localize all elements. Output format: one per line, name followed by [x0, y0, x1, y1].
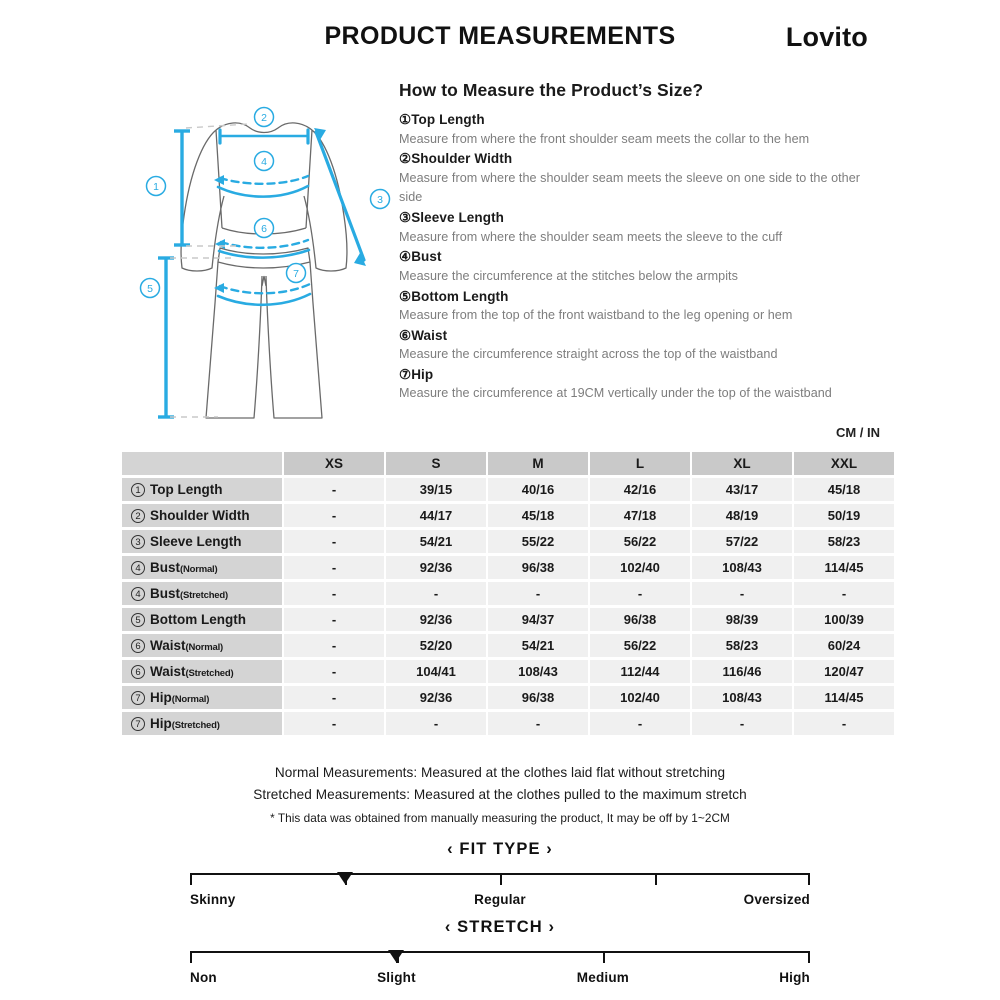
- measurement-cell: -: [284, 634, 384, 657]
- row-label: [122, 686, 282, 709]
- measurement-name: ③Sleeve Length: [399, 210, 505, 226]
- row-label: [122, 712, 282, 735]
- measurement-cell: 58/23: [692, 634, 792, 657]
- row-label-text: Top Length: [150, 482, 223, 497]
- row-label-qualifier: (Stretched): [180, 590, 228, 601]
- table-corner-cell: [122, 452, 282, 475]
- scale-label: Slight: [377, 970, 416, 985]
- measurement-cell: -: [488, 582, 588, 605]
- measurement-cell: 96/38: [488, 686, 588, 709]
- row-number-icon: 6: [131, 665, 145, 679]
- measurement-definition: [399, 110, 883, 149]
- measurement-name: ①Top Length: [399, 112, 485, 127]
- table-row: [122, 686, 894, 709]
- svg-text:7: 7: [293, 268, 299, 280]
- row-label-text: Shoulder Width: [150, 508, 250, 523]
- measurement-cell: 56/22: [590, 530, 690, 553]
- garment-measurement-diagram: [128, 100, 398, 435]
- how-to-measure-title: How to Measure the Product’s Size?: [399, 80, 704, 100]
- measurement-definition: [399, 365, 883, 404]
- row-number-icon: 7: [131, 717, 145, 731]
- stretch-title: ‹ STRETCH ›: [444, 918, 556, 936]
- measurement-cell: 58/23: [794, 530, 894, 553]
- table-header-row: [122, 452, 894, 475]
- stretch-bar: [190, 951, 810, 965]
- measurement-name: ⑦Hip: [399, 366, 434, 382]
- measurement-name: ⑤Bottom Length: [399, 288, 509, 304]
- measurement-cell: 94/37: [488, 608, 588, 631]
- measurement-cell: 44/17: [386, 504, 486, 527]
- row-label-text: Waist: [150, 664, 186, 679]
- measurement-cell: 42/16: [590, 478, 690, 501]
- measurement-cell: 102/40: [590, 556, 690, 579]
- measurement-cell: 116/46: [692, 660, 792, 683]
- measurement-cell: 108/43: [488, 660, 588, 683]
- fit-type-marker: [337, 872, 353, 884]
- measurement-cell: -: [590, 582, 690, 605]
- scale-tick: [808, 873, 810, 885]
- measurement-cell: -: [692, 582, 792, 605]
- column-header-m: M: [488, 452, 588, 475]
- measurement-description: Measure the circumference at the stitches below the armpits: [399, 268, 738, 283]
- measurement-cell: 120/47: [794, 660, 894, 683]
- measurement-cell: 96/38: [488, 556, 588, 579]
- measurement-cell: 54/21: [488, 634, 588, 657]
- measurement-notes: [0, 762, 1000, 825]
- measurement-cell: -: [386, 712, 486, 735]
- measurement-definition-list: [399, 110, 883, 404]
- note-stretched-measurements: Stretched Measurements: Measured at the clothes pulled to the maximum stretch: [253, 786, 747, 802]
- measurement-description: Measure from where the shoulder seam meets the sleeve on one side to the other side: [399, 170, 861, 205]
- row-number-icon: 2: [131, 509, 145, 523]
- measurement-cell: -: [794, 582, 894, 605]
- svg-text:6: 6: [261, 223, 267, 235]
- row-label-qualifier: (Normal): [171, 694, 210, 705]
- size-chart-header: [122, 452, 894, 475]
- row-label-qualifier: (Normal): [185, 642, 223, 653]
- measurement-cell: -: [284, 712, 384, 735]
- row-number-icon: 4: [131, 587, 145, 601]
- measurement-description: Measure from where the shoulder seam meets the sleeve to the cuff: [399, 229, 783, 244]
- measurement-definition: [399, 149, 883, 208]
- measurement-name: ⑥Waist: [399, 327, 448, 343]
- unit-label: CM / IN: [835, 425, 880, 440]
- measurement-cell: -: [284, 504, 384, 527]
- measurement-cell: 47/18: [590, 504, 690, 527]
- measurement-cell: 57/22: [692, 530, 792, 553]
- measurement-cell: 108/43: [692, 686, 792, 709]
- measurement-cell: 96/38: [590, 608, 690, 631]
- table-row: [122, 712, 894, 735]
- row-number-icon: 1: [131, 483, 145, 497]
- measurement-cell: 40/16: [488, 478, 588, 501]
- measurement-cell: 52/20: [386, 634, 486, 657]
- measurement-cell: 56/22: [590, 634, 690, 657]
- scale-tick: [603, 951, 605, 963]
- scale-tick: [190, 951, 192, 963]
- measurement-description: Measure the circumference straight across the top of the waistband: [399, 347, 778, 362]
- measurement-cell: 55/22: [488, 530, 588, 553]
- measurement-description: Measure from where the front shoulder seam meets the collar to the hem: [399, 131, 810, 146]
- table-row: [122, 556, 894, 579]
- table-row: [122, 660, 894, 683]
- measurement-description: Measure the circumference at 19CM vertically under the top of the waistband: [399, 386, 832, 401]
- row-number-icon: 3: [131, 535, 145, 549]
- table-row: [122, 634, 894, 657]
- measurement-cell: -: [284, 608, 384, 631]
- fit-type-title: ‹ FIT TYPE ›: [447, 840, 553, 858]
- svg-text:5: 5: [147, 283, 153, 295]
- table-row: [122, 504, 894, 527]
- stretch-axis: [190, 951, 810, 953]
- column-header-s: S: [386, 452, 486, 475]
- note-tolerance: * This data was obtained from manually measuring the product, It may be off by 1~2CM: [270, 811, 730, 825]
- measurement-cell: 104/41: [386, 660, 486, 683]
- svg-text:1: 1: [153, 181, 159, 193]
- scale-label: Regular: [474, 892, 526, 907]
- measurement-cell: 92/36: [386, 608, 486, 631]
- scale-label: Oversized: [743, 892, 810, 907]
- stretch-labels: [190, 970, 810, 990]
- measurement-name: ④Bust: [399, 249, 442, 265]
- scale-label: High: [779, 970, 810, 985]
- row-label-text: Bust: [150, 586, 180, 601]
- scale-tick: [190, 873, 192, 885]
- measurement-cell: 50/19: [794, 504, 894, 527]
- measurement-cell: 114/45: [794, 556, 894, 579]
- measurement-cell: 43/17: [692, 478, 792, 501]
- page-title: PRODUCT MEASUREMENTS: [324, 22, 676, 50]
- measurement-cell: 98/39: [692, 608, 792, 631]
- table-row: [122, 608, 894, 631]
- scale-label: Medium: [576, 970, 630, 985]
- measurement-description: Measure from the top of the front waistband to the leg opening or hem: [399, 308, 793, 323]
- row-label-qualifier: (Stretched): [171, 720, 220, 731]
- measurement-cell: 108/43: [692, 556, 792, 579]
- fit-type-bar: [190, 873, 810, 887]
- row-label: [122, 634, 282, 657]
- row-label-text: Hip: [150, 716, 172, 731]
- measurement-cell: 112/44: [590, 660, 690, 683]
- row-label-qualifier: (Stretched): [185, 668, 234, 679]
- column-header-xxl: XXL: [794, 452, 894, 475]
- size-chart-table: [120, 449, 896, 738]
- column-header-xl: XL: [692, 452, 792, 475]
- measurement-definition: [399, 326, 883, 365]
- row-label-qualifier: (Normal): [180, 564, 218, 575]
- measurement-cell: 100/39: [794, 608, 894, 631]
- row-label-text: Bottom Length: [150, 612, 246, 627]
- measurement-cell: -: [284, 478, 384, 501]
- stretch-scale: [0, 918, 1000, 990]
- column-header-l: L: [590, 452, 690, 475]
- note-normal-measurements: Normal Measurements: Measured at the clothes laid flat without stretching: [274, 765, 726, 780]
- row-label: [122, 582, 282, 605]
- measurement-cell: 45/18: [794, 478, 894, 501]
- scale-label: Non: [190, 970, 217, 985]
- measurement-cell: 54/21: [386, 530, 486, 553]
- measurement-cell: -: [590, 712, 690, 735]
- how-to-measure-section: [399, 80, 883, 404]
- row-label-text: Bust: [150, 560, 180, 575]
- scale-label: Skinny: [190, 892, 236, 907]
- scale-tick: [500, 873, 502, 885]
- measurement-cell: -: [794, 712, 894, 735]
- row-number-icon: 5: [131, 613, 145, 627]
- brand-logo: Lovito: [785, 22, 868, 52]
- svg-text:3: 3: [377, 194, 383, 206]
- row-label: [122, 504, 282, 527]
- measurement-cell: 92/36: [386, 556, 486, 579]
- row-label: [122, 660, 282, 683]
- fit-type-labels: [190, 892, 810, 912]
- row-label: [122, 608, 282, 631]
- measurement-definition: [399, 247, 883, 286]
- measurement-cell: 60/24: [794, 634, 894, 657]
- column-header-xs: XS: [284, 452, 384, 475]
- measurement-cell: -: [284, 660, 384, 683]
- svg-text:4: 4: [261, 156, 267, 168]
- row-label-text: Hip: [150, 690, 172, 705]
- measurement-definition: [399, 287, 883, 326]
- measurement-cell: -: [692, 712, 792, 735]
- measurement-cell: 92/36: [386, 686, 486, 709]
- row-label: [122, 530, 282, 553]
- row-label-text: Waist: [150, 638, 186, 653]
- measurement-cell: -: [284, 582, 384, 605]
- measurement-cell: -: [488, 712, 588, 735]
- measurement-cell: -: [284, 556, 384, 579]
- row-label-text: Sleeve Length: [150, 534, 242, 549]
- row-number-icon: 7: [131, 691, 145, 705]
- measurement-cell: 102/40: [590, 686, 690, 709]
- table-row: [122, 530, 894, 553]
- row-label: [122, 478, 282, 501]
- measurement-cell: -: [284, 530, 384, 553]
- size-chart-body: [122, 478, 894, 735]
- table-row: [122, 478, 894, 501]
- measurement-cell: 45/18: [488, 504, 588, 527]
- measurement-definition: [399, 208, 883, 247]
- fit-type-scale: [0, 840, 1000, 912]
- row-number-icon: 4: [131, 561, 145, 575]
- scale-tick: [808, 951, 810, 963]
- row-label: [122, 556, 282, 579]
- measurement-name: ②Shoulder Width: [399, 151, 513, 167]
- measurement-cell: 114/45: [794, 686, 894, 709]
- measurement-cell: 39/15: [386, 478, 486, 501]
- measurement-cell: -: [386, 582, 486, 605]
- table-row: [122, 582, 894, 605]
- measurement-cell: 48/19: [692, 504, 792, 527]
- scale-tick: [655, 873, 657, 885]
- measurement-cell: -: [284, 686, 384, 709]
- stretch-marker: [388, 950, 404, 962]
- row-number-icon: 6: [131, 639, 145, 653]
- svg-text:2: 2: [261, 112, 267, 124]
